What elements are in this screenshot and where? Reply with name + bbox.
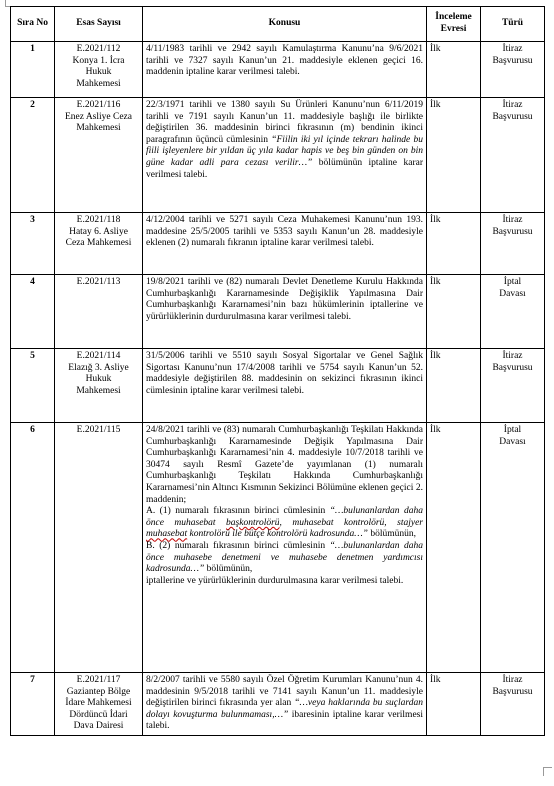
konu-cell	[143, 213, 427, 275]
evre-cell: İlk	[427, 42, 481, 98]
tur-line: Başvurusu	[492, 111, 533, 122]
esas-line: E.2021/117	[76, 675, 121, 685]
row-number: 5	[11, 349, 55, 423]
konu-cell	[143, 98, 427, 213]
row-number: 4	[11, 275, 55, 349]
table-row	[11, 423, 545, 673]
table-header-row	[11, 7, 545, 42]
tur-cell	[481, 98, 545, 213]
tur-line: Davası	[499, 288, 526, 299]
konu-quote: “Fiilin iki yıl içinde tekrarı halinde bu fiili işleyenlere bir yıldan üç yıla kadar hapis ve beş bin günden on bin güne kadar adli para cezası verilir…”	[146, 134, 424, 168]
page-corner-mark-bottom	[543, 767, 552, 776]
esas-cell	[55, 213, 143, 275]
konu-cell	[143, 42, 427, 98]
konu-text: 8/2/2007 tarihli ve 5580 sayılı Özel Öğretim Kurumları Kanunu’nun 4. maddesinin 9/5/2018 tarihli ve 7141 sayılı Kanun’un 11. maddesiyle değiştirilen birinci fıkrasında yer alan	[146, 675, 423, 709]
konu-cell	[143, 673, 427, 736]
header-esas: Esas Sayısı	[55, 7, 143, 42]
konu-quote: “…bulunanlardan daha önce muhasebat	[146, 506, 423, 528]
tur-cell	[481, 42, 545, 98]
tur-cell	[481, 423, 545, 673]
esas-cell	[55, 349, 143, 423]
konu-text: bölümünün,	[367, 529, 416, 540]
konu-cell	[143, 275, 427, 349]
konu-quote: , muhasebat kontrolörü, stajyer	[279, 517, 423, 528]
konu-text: 19/8/2021 tarihli ve (82) numaralı Devlet Denetleme Kurulu Hakkında Cumhurbaşkanlığı Kararnamesinde Değişiklik Yapılmasına Dair Cumhurbaşkanlığı Kararnamesi’nin bazı hükümlerinin iptallerine ve yürürlüklerinin durdurulmasına karar verilmesi talebi.	[146, 277, 423, 322]
tur-line: İtiraz	[502, 675, 523, 685]
esas-line: Ceza Mahkemesi	[65, 238, 132, 249]
konu-text: A. (1) numaralı fıkrasının birinci cümlesinin	[146, 506, 330, 517]
evre-cell: İlk	[427, 673, 481, 736]
table-row	[11, 98, 545, 213]
tur-line: Başvurusu	[492, 226, 533, 237]
esas-line: Mahkemesi	[76, 385, 121, 396]
esas-line: Konya 1. İcra	[72, 55, 125, 66]
konu-text: 4/12/2004 tarihli ve 5271 sayılı Ceza Muhakemesi Kanunu’nun 193. maddesine 25/5/2005 tarihli ve 5353 sayılı Kanun’un 28. maddesiyle eklenen (2) numaralı fıkranın iptaline karar verilmesi talebi.	[146, 215, 423, 249]
tur-line: İtiraz	[502, 44, 523, 54]
table-row	[11, 213, 545, 275]
evre-cell: İlk	[427, 423, 481, 673]
tur-line: İptal	[503, 425, 522, 435]
esas-cell	[55, 673, 143, 736]
esas-line: E.2021/114	[76, 351, 121, 361]
esas-line: Elazığ 3. Asliye	[68, 362, 129, 373]
tur-line: İtiraz	[502, 100, 523, 110]
esas-line: Gaziantep Bölge	[66, 686, 131, 697]
row-number: 1	[11, 42, 55, 98]
tur-line: İtiraz	[502, 351, 523, 361]
konu-text: 22/3/1971 tarihli ve 1380 sayılı Su Ürünleri Kanunu’nun 6/11/2019 tarihli ve 7191 sayılı Kanun’un 11. maddesiyle başlığı ile birlikte değiştirilen 36. maddesinin birinci fıkrasının (m) bendinin ikinci paragrafının üçüncü cümlesinin	[146, 100, 423, 145]
konu-text: bölümünün,	[204, 564, 253, 575]
row-number: 3	[11, 213, 55, 275]
esas-line: E.2021/115	[76, 425, 121, 435]
konu-text: 31/5/2006 tarihli ve 5510 sayılı Sosyal Sigortalar ve Genel Sağlık Sigortası Kanunu’nun 17/4/2008 tarihli ve 5754 sayılı Kanun’un 52. maddesiyle değiştirilen 88. maddesinin on sekizinci fıkrasının ikinci cümlesinin iptaline karar verilmesi talebi.	[146, 351, 423, 396]
konu-quote: kontrolörü ile bütçe kontrolörü kadrosunda…”	[187, 529, 368, 540]
esas-line: İdare Mahkemesi	[65, 698, 132, 709]
esas-line: Hukuk	[85, 67, 112, 78]
konu-quote-spellcheck: başkontrolörü	[226, 517, 280, 528]
esas-cell	[55, 423, 143, 673]
evre-cell: İlk	[427, 349, 481, 423]
tur-line: Davası	[499, 436, 526, 447]
row-number: 7	[11, 673, 55, 736]
tur-line: Başvurusu	[492, 55, 533, 66]
esas-line: Dördüncü İdari	[69, 709, 128, 720]
esas-line: E.2021/112	[76, 44, 121, 54]
tur-cell	[481, 275, 545, 349]
esas-cell	[55, 42, 143, 98]
konu-text: ibaresinin iptaline karar verilmesi talebi.	[146, 709, 423, 732]
table-row	[11, 673, 545, 736]
konu-text: B. (2) numaralı fıkrasının birinci cümlesinin	[146, 540, 330, 551]
konu-quote-spellcheck: muhasebat	[146, 529, 188, 540]
row-number: 2	[11, 98, 55, 213]
esas-line: Mahkemesi	[76, 78, 121, 89]
table-row	[11, 275, 545, 349]
konu-text: 24/8/2021 tarihli ve (83) numaralı Cumhurbaşkanlığı Teşkilatı Hakkında Cumhurbaşkanlığı Kararnamesinde Değişik Yapılmasına Dair Cumhurbaşkanlığı Kararnamesi’nin 4. maddesiyle 10/7/2018 tarihli ve 30474 sayılı Resmî Gazete’de yayımlanan (1) numaralı Cumhurbaşkanlığı Teşkilatı Hakkında Cumhurbaşkanlığı Kararnamesi’nin Altıncı Kısmının Sekizinci Bölümüne eklenen geçici 2. maddenin;	[146, 425, 423, 505]
konu-text: 4/11/1983 tarihli ve 2942 sayılı Kamulaştırma Kanunu’na 9/6/2021 tarihli ve 7327 sayılı Kanun’un 21. maddesiyle eklenen geçici 16. maddenin iptaline karar verilmesi talebi.	[146, 44, 423, 78]
esas-line: Hatay 6. Asliye	[69, 226, 128, 237]
header-sira: Sıra No	[11, 7, 55, 42]
header-konu: Konusu	[143, 7, 427, 42]
esas-line: Dava Dairesi	[73, 721, 124, 732]
konu-text: bölümünün iptaline karar verilmesi talebi.	[146, 157, 423, 180]
konu-cell	[143, 349, 427, 423]
evre-cell: İlk	[427, 213, 481, 275]
konu-subitem-a	[146, 506, 423, 541]
konu-quote: “…veya haklarında bu suçlardan dolayı kovuşturma bulunmaması,…”	[146, 698, 423, 720]
esas-line: E.2021/118	[76, 215, 121, 225]
tur-line: İtiraz	[502, 215, 523, 225]
evre-cell: İlk	[427, 275, 481, 349]
table-row	[11, 349, 545, 423]
konu-quote: “…bulunanlardan daha önce muhasebe denetmeni ve muhasebe denetmen yardımcısı kadrosunda…”	[146, 540, 423, 575]
tur-cell	[481, 349, 545, 423]
esas-cell	[55, 275, 143, 349]
header-tur: Türü	[481, 7, 545, 42]
court-applications-table	[10, 6, 545, 736]
table-row	[11, 42, 545, 98]
esas-line: E.2021/116	[76, 100, 121, 110]
tur-line: Başvurusu	[492, 686, 533, 697]
tur-cell	[481, 673, 545, 736]
konu-text: iptallerine ve yürürlüklerinin durdurulmasına karar verilmesi talebi.	[146, 575, 404, 586]
tur-cell	[481, 213, 545, 275]
esas-line: E.2021/113	[76, 277, 121, 287]
esas-line: Hukuk	[85, 374, 112, 385]
row-number: 6	[11, 423, 55, 673]
esas-line: Enez Asliye Ceza	[64, 111, 132, 122]
esas-line: Mahkemesi	[76, 123, 121, 134]
tur-line: Başvurusu	[492, 362, 533, 373]
konu-cell	[143, 423, 427, 673]
evre-cell: İlk	[427, 98, 481, 213]
header-evre: İnceleme Evresi	[427, 7, 481, 42]
konu-subitem-b	[146, 541, 423, 576]
esas-cell	[55, 98, 143, 213]
tur-line: İptal	[503, 277, 522, 287]
